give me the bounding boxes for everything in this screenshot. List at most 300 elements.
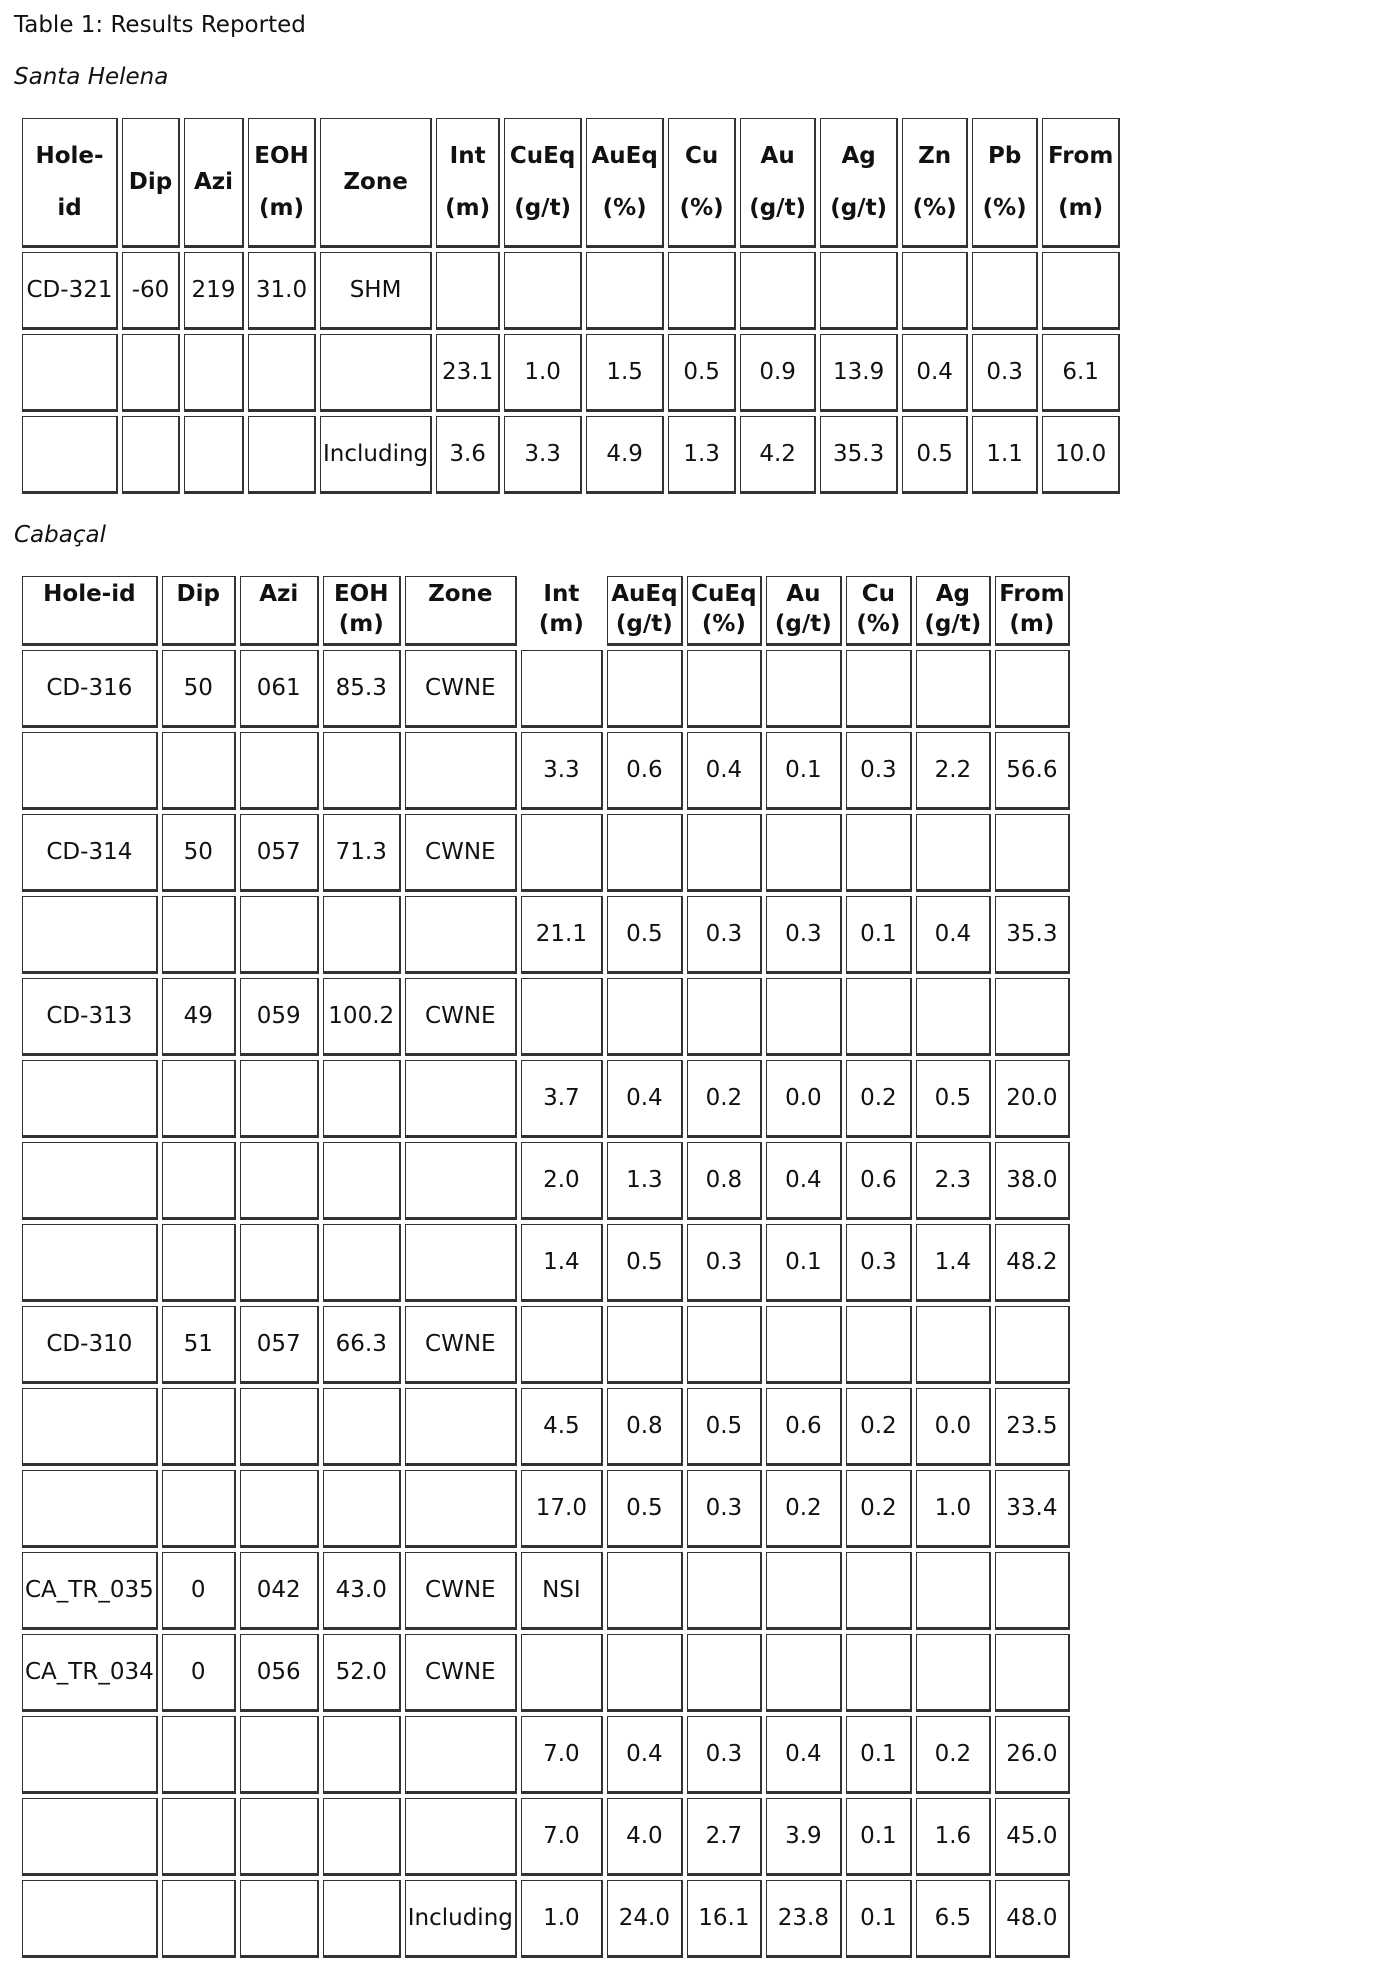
table-cell	[323, 732, 401, 810]
column-header-ag-g-t	[916, 576, 991, 646]
table-cell	[323, 1880, 401, 1958]
table-cell: 1.0	[504, 334, 582, 412]
table-cell: 0.4	[607, 1060, 683, 1138]
table-cell: 0	[162, 1552, 236, 1630]
table-cell: 4.2	[740, 416, 816, 494]
table-cell	[687, 1306, 762, 1384]
table-cell: 7.0	[521, 1798, 603, 1876]
table-cell	[995, 814, 1070, 892]
table-cell	[22, 334, 118, 412]
table-cell	[916, 1634, 991, 1712]
table-cell	[22, 1880, 158, 1958]
table-cell	[162, 1388, 236, 1466]
table-cell: 0.3	[687, 896, 762, 974]
column-header-text: (m)	[445, 195, 491, 221]
table-cell	[240, 1798, 319, 1876]
table-cell: 0.4	[902, 334, 968, 412]
table-cell	[248, 334, 316, 412]
table-cell	[846, 1634, 912, 1712]
table-cell: 45.0	[995, 1798, 1070, 1876]
table-cell	[122, 334, 180, 412]
table-cell: 0.5	[607, 1470, 683, 1548]
column-header-zone	[320, 118, 432, 248]
table-row	[22, 416, 1120, 494]
table-row	[22, 334, 1120, 412]
table-cell	[766, 814, 842, 892]
table-cell: 52.0	[323, 1634, 401, 1712]
table-cell	[323, 1470, 401, 1548]
table-cell: NSI	[521, 1552, 603, 1630]
table-cell	[22, 1798, 158, 1876]
table-cell: 23.8	[766, 1880, 842, 1958]
column-header-ag-g-t	[820, 118, 898, 248]
table-cell	[184, 416, 244, 494]
table-cell: CD-314	[22, 814, 158, 892]
column-header-from-m	[1042, 118, 1120, 248]
section-title-santa-helena: Santa Helena	[14, 64, 169, 90]
table-cell: 1.0	[916, 1470, 991, 1548]
table-cell: 6.5	[916, 1880, 991, 1958]
table-cell	[240, 1880, 319, 1958]
table-cell: 0.1	[846, 1716, 912, 1794]
table-cell: 35.3	[995, 896, 1070, 974]
table-cell: 0.2	[766, 1470, 842, 1548]
table-row	[22, 1388, 1070, 1466]
table-cell: 17.0	[521, 1470, 603, 1548]
table-cell: 0.1	[846, 1798, 912, 1876]
column-header-text: EOH	[254, 143, 309, 169]
table-cell: 0.8	[607, 1388, 683, 1466]
table-cell: 0.3	[687, 1224, 762, 1302]
table-row	[22, 1634, 1070, 1712]
table-cell	[766, 1634, 842, 1712]
table-cell	[323, 896, 401, 974]
table-cell: 0.4	[687, 732, 762, 810]
table-cell: 0.4	[766, 1142, 842, 1220]
table-cell: CD-310	[22, 1306, 158, 1384]
table-cell: -60	[122, 252, 180, 330]
column-header-cueq	[687, 576, 762, 646]
table-cell	[162, 1470, 236, 1548]
table-cell: 71.3	[323, 814, 401, 892]
column-header-cueq-g-t	[504, 118, 582, 248]
table-cell	[766, 978, 842, 1056]
table-cell: 0.2	[846, 1470, 912, 1548]
table-cell	[320, 334, 432, 412]
table-cell: 2.0	[521, 1142, 603, 1220]
column-header-text: Int	[449, 143, 486, 169]
table-cell: 0.6	[607, 732, 683, 810]
cabacal-results-table	[18, 572, 1074, 1962]
table-cell	[521, 1634, 603, 1712]
column-header-text: (m)	[538, 611, 584, 637]
table-cell: 0.1	[846, 896, 912, 974]
table-cell	[668, 252, 736, 330]
table-cell: 3.7	[521, 1060, 603, 1138]
column-header-zone	[405, 576, 517, 646]
section-title-cabacal: Cabaçal	[14, 522, 106, 548]
table-cell	[820, 252, 898, 330]
column-header-text: (g/t)	[774, 611, 832, 637]
table-row	[22, 896, 1070, 974]
table-cell	[687, 1552, 762, 1630]
table-cell	[22, 1716, 158, 1794]
table-cell	[22, 1224, 158, 1302]
table-row	[22, 1142, 1070, 1220]
table-cell: 057	[240, 1306, 319, 1384]
column-header-text: (%)	[912, 195, 957, 221]
table-cell	[240, 1470, 319, 1548]
table-cell: 0.3	[687, 1470, 762, 1548]
table-row	[22, 1306, 1070, 1384]
column-header-text: (%)	[701, 611, 746, 637]
column-header-text: (m)	[338, 611, 384, 637]
table-row	[22, 814, 1070, 892]
table-cell	[521, 650, 603, 728]
table-cell: CWNE	[405, 650, 517, 728]
table-cell: 21.1	[521, 896, 603, 974]
table-cell	[586, 252, 664, 330]
table-cell: 100.2	[323, 978, 401, 1056]
table-cell: 1.3	[668, 416, 736, 494]
column-header-text: (m)	[259, 195, 304, 221]
column-header-text: Ag	[935, 581, 970, 607]
table-cell	[22, 1060, 158, 1138]
table-cell: 0.5	[607, 896, 683, 974]
table-row	[22, 732, 1070, 810]
table-cell: 1.4	[521, 1224, 603, 1302]
table-cell: 0.2	[916, 1716, 991, 1794]
table-cell	[323, 1224, 401, 1302]
table-cell: 23.5	[995, 1388, 1070, 1466]
table-cell: 0.3	[846, 1224, 912, 1302]
table-cell	[240, 1388, 319, 1466]
table-cell	[916, 814, 991, 892]
column-header-zn	[902, 118, 968, 248]
table-cell	[607, 1552, 683, 1630]
column-header-text: Hole-	[35, 143, 104, 169]
table-cell	[323, 1060, 401, 1138]
table-cell: 51	[162, 1306, 236, 1384]
table-cell	[405, 732, 517, 810]
column-header-azi	[184, 118, 244, 248]
column-header-text: CuEq	[509, 143, 576, 169]
table-cell	[687, 814, 762, 892]
table-cell: 057	[240, 814, 319, 892]
table-cell: CD-321	[22, 252, 118, 330]
table-cell: 0.5	[916, 1060, 991, 1138]
column-header-text: Zone	[343, 169, 408, 195]
table-cell: 0.4	[916, 896, 991, 974]
table-cell: 0.2	[846, 1388, 912, 1466]
column-header-aueq-g-t	[607, 576, 683, 646]
table-cell: 0.2	[846, 1060, 912, 1138]
table-cell: 31.0	[248, 252, 316, 330]
table-cell: 1.3	[607, 1142, 683, 1220]
table-cell	[405, 1470, 517, 1548]
table-cell	[405, 1798, 517, 1876]
table-row	[22, 1224, 1070, 1302]
table-cell: 059	[240, 978, 319, 1056]
table-cell: 26.0	[995, 1716, 1070, 1794]
table-cell: 0.4	[607, 1716, 683, 1794]
table-cell: 0.5	[902, 416, 968, 494]
column-header-au-g-t	[740, 118, 816, 248]
table-cell: 85.3	[323, 650, 401, 728]
table-cell	[405, 1224, 517, 1302]
table-cell	[902, 252, 968, 330]
column-header-pb	[972, 118, 1038, 248]
table-cell: 33.4	[995, 1470, 1070, 1548]
table-cell: 2.2	[916, 732, 991, 810]
table-cell	[995, 1552, 1070, 1630]
table-cell: 48.2	[995, 1224, 1070, 1302]
table-cell: 042	[240, 1552, 319, 1630]
table-cell: 13.9	[820, 334, 898, 412]
table-cell: CWNE	[405, 1634, 517, 1712]
table-cell	[607, 814, 683, 892]
table-cell: 4.0	[607, 1798, 683, 1876]
table-cell: 7.0	[521, 1716, 603, 1794]
table-cell: 2.7	[687, 1798, 762, 1876]
table-cell	[916, 650, 991, 728]
column-header-text: Azi	[259, 581, 299, 607]
table-cell: 50	[162, 814, 236, 892]
column-header-text: Zn	[918, 143, 952, 169]
table-cell: 056	[240, 1634, 319, 1712]
table-row	[22, 1552, 1070, 1630]
table-cell	[162, 1142, 236, 1220]
table-cell	[846, 814, 912, 892]
table-cell	[405, 1142, 517, 1220]
table-cell	[240, 732, 319, 810]
column-header-cu	[846, 576, 912, 646]
table-cell	[995, 978, 1070, 1056]
table-cell: 0.0	[916, 1388, 991, 1466]
table-cell	[248, 416, 316, 494]
table-cell: 0.9	[740, 334, 816, 412]
header-row	[22, 576, 1070, 646]
table-cell	[687, 650, 762, 728]
santa-helena-results-table	[18, 114, 1124, 498]
table-caption: Table 1: Results Reported	[14, 12, 306, 38]
table-cell: 6.1	[1042, 334, 1120, 412]
table-cell: 3.3	[504, 416, 582, 494]
table-cell: 0.3	[972, 334, 1038, 412]
table-cell	[846, 978, 912, 1056]
column-header-cu	[668, 118, 736, 248]
column-header-text: (g/t)	[749, 195, 807, 221]
column-header-text: Hole-id	[43, 581, 136, 607]
column-header-text: Au	[786, 581, 821, 607]
table-cell	[766, 1306, 842, 1384]
table-cell	[323, 1716, 401, 1794]
table-cell	[766, 650, 842, 728]
table-cell: 24.0	[607, 1880, 683, 1958]
table-cell: 0.5	[668, 334, 736, 412]
column-header-from-m	[995, 576, 1070, 646]
table-cell	[521, 978, 603, 1056]
column-header-text: Pb	[987, 143, 1022, 169]
table-cell	[916, 1306, 991, 1384]
header-row	[22, 118, 1120, 248]
column-header-text: (g/t)	[924, 611, 982, 637]
table-cell: 0.3	[766, 896, 842, 974]
table-cell	[504, 252, 582, 330]
column-header-text: (g/t)	[615, 611, 673, 637]
table-cell: 0.1	[766, 1224, 842, 1302]
table-cell: 4.5	[521, 1388, 603, 1466]
table-cell	[22, 416, 118, 494]
column-header-text: AuEq	[611, 581, 678, 607]
column-header-text: From	[999, 581, 1065, 607]
table-cell: 1.4	[916, 1224, 991, 1302]
table-cell	[240, 1060, 319, 1138]
table-cell: 1.0	[521, 1880, 603, 1958]
table-cell	[916, 1552, 991, 1630]
table-cell: Including	[320, 416, 432, 494]
table-cell	[846, 1306, 912, 1384]
table-cell: 1.6	[916, 1798, 991, 1876]
table-row	[22, 650, 1070, 728]
column-header-au-g-t	[766, 576, 842, 646]
table-cell: 66.3	[323, 1306, 401, 1384]
column-header-eoh-m	[248, 118, 316, 248]
table-cell: CWNE	[405, 978, 517, 1056]
column-header-int-m	[436, 118, 500, 248]
table-cell	[405, 896, 517, 974]
table-cell	[162, 1798, 236, 1876]
table-cell	[323, 1798, 401, 1876]
table-cell: 0.5	[607, 1224, 683, 1302]
table-cell: 49	[162, 978, 236, 1056]
table-cell: SHM	[320, 252, 432, 330]
column-header-text: Int	[543, 581, 580, 607]
table-cell	[162, 1716, 236, 1794]
table-cell: 0.3	[846, 732, 912, 810]
table-cell: 0.6	[766, 1388, 842, 1466]
column-header-text: Zone	[428, 581, 493, 607]
column-header-text: Dip	[128, 169, 173, 195]
table-cell	[846, 650, 912, 728]
table-cell: 16.1	[687, 1880, 762, 1958]
table-cell	[240, 1142, 319, 1220]
column-header-azi	[240, 576, 319, 646]
table-cell: 219	[184, 252, 244, 330]
column-header-text: Azi	[193, 169, 234, 195]
column-header-text: (%)	[856, 611, 901, 637]
table-row	[22, 252, 1120, 330]
table-cell	[687, 1634, 762, 1712]
table-cell: 0	[162, 1634, 236, 1712]
table-cell: 3.3	[521, 732, 603, 810]
table-cell	[405, 1060, 517, 1138]
table-row	[22, 1798, 1070, 1876]
column-header-eoh-m	[323, 576, 401, 646]
table-cell	[766, 1552, 842, 1630]
table-cell	[122, 416, 180, 494]
column-header-text: Ag	[841, 143, 876, 169]
column-header-hole-id	[22, 576, 158, 646]
table-cell: 20.0	[995, 1060, 1070, 1138]
column-header-text: (%)	[982, 195, 1027, 221]
table-cell: 0.8	[687, 1142, 762, 1220]
table-cell	[162, 732, 236, 810]
table-cell: 48.0	[995, 1880, 1070, 1958]
table-cell	[240, 1224, 319, 1302]
table-cell: 43.0	[323, 1552, 401, 1630]
table-cell	[972, 252, 1038, 330]
table-cell	[607, 650, 683, 728]
column-header-text: Dip	[176, 581, 220, 607]
column-header-int-m	[521, 576, 603, 646]
table-cell	[846, 1552, 912, 1630]
column-header-text: EOH	[333, 581, 389, 607]
table-cell: 0.5	[687, 1388, 762, 1466]
column-header-text: Au	[760, 143, 795, 169]
table-cell: 0.1	[766, 732, 842, 810]
table-cell: 3.6	[436, 416, 500, 494]
table-cell: 38.0	[995, 1142, 1070, 1220]
table-cell	[22, 1388, 158, 1466]
column-header-text: (g/t)	[830, 195, 888, 221]
table-cell: 061	[240, 650, 319, 728]
table-cell	[240, 896, 319, 974]
table-cell	[405, 1716, 517, 1794]
table-cell	[22, 732, 158, 810]
table-cell	[1042, 252, 1120, 330]
table-cell: CA_TR_035	[22, 1552, 158, 1630]
column-header-text: From	[1047, 143, 1114, 169]
table-cell: CWNE	[405, 1552, 517, 1630]
table-cell: CA_TR_034	[22, 1634, 158, 1712]
column-header-text: AuEq	[591, 143, 658, 169]
table-cell	[607, 1634, 683, 1712]
table-cell	[22, 896, 158, 974]
table-cell: 0.4	[766, 1716, 842, 1794]
table-cell	[740, 252, 816, 330]
table-cell	[323, 1142, 401, 1220]
table-cell	[521, 1306, 603, 1384]
table-cell	[687, 978, 762, 1056]
column-header-text: (g/t)	[514, 195, 572, 221]
table-row	[22, 978, 1070, 1056]
table-cell	[323, 1388, 401, 1466]
table-cell: 0.6	[846, 1142, 912, 1220]
table-cell: CWNE	[405, 814, 517, 892]
table-cell: Including	[405, 1880, 517, 1958]
column-header-text: CuEq	[691, 581, 757, 607]
table-cell	[436, 252, 500, 330]
table-cell: 56.6	[995, 732, 1070, 810]
table-cell	[995, 1306, 1070, 1384]
column-header-text: Cu	[685, 143, 719, 169]
table-cell: 10.0	[1042, 416, 1120, 494]
table-cell	[607, 978, 683, 1056]
column-header-aueq	[586, 118, 664, 248]
column-header-text: id	[57, 195, 82, 221]
table-cell: 2.3	[916, 1142, 991, 1220]
table-cell: 0.1	[846, 1880, 912, 1958]
table-cell	[22, 1470, 158, 1548]
table-cell: CWNE	[405, 1306, 517, 1384]
table-cell: 0.2	[687, 1060, 762, 1138]
column-header-dip	[162, 576, 236, 646]
table-cell: CD-313	[22, 978, 158, 1056]
column-header-dip	[122, 118, 180, 248]
table-cell: 0.3	[687, 1716, 762, 1794]
table-cell	[240, 1716, 319, 1794]
